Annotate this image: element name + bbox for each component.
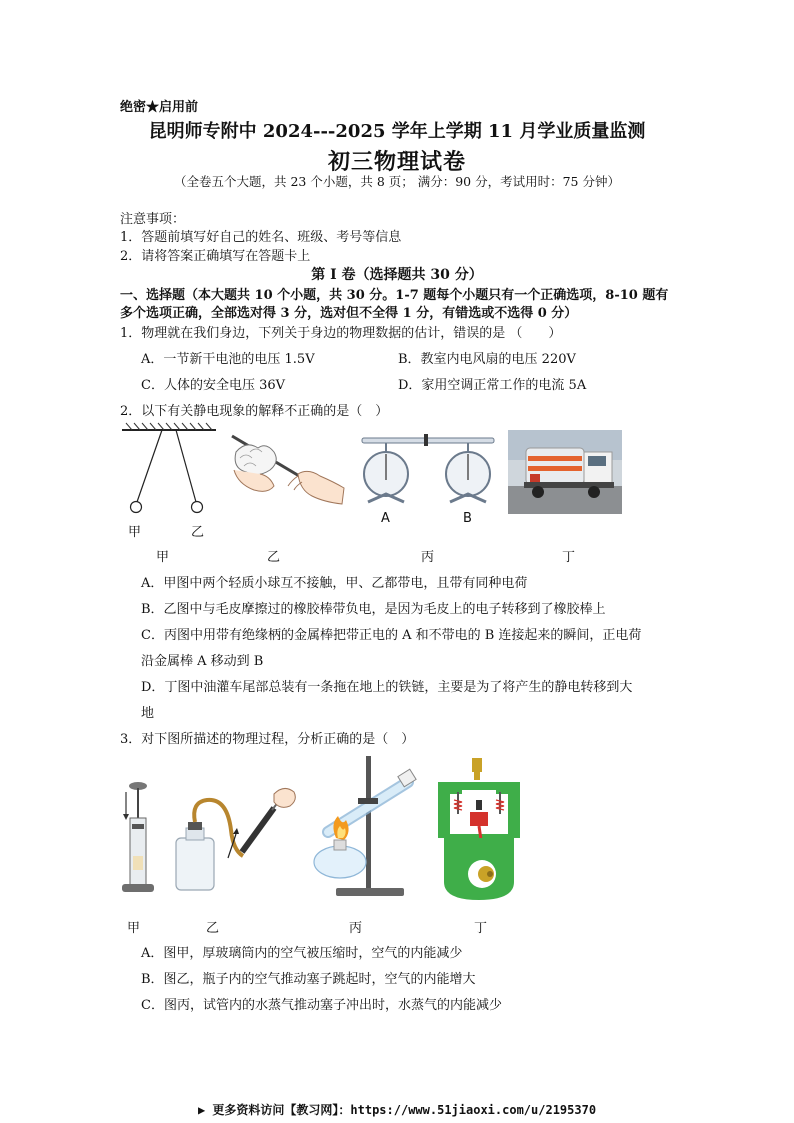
section-instructions: 一、选择题（本大题共 10 个小题，共 30 分。1-7 题每个小题只有一个正确选项，8-10 题有: [120, 288, 669, 303]
q3-fig-label-jia: 甲: [127, 921, 141, 936]
note-item: 2．请将答案正确填写在答题卡上: [120, 249, 311, 264]
fig-glass-cylinder: [118, 780, 158, 900]
q2-fig-label-bing: 丙: [421, 550, 435, 565]
fig-tanker-truck: [508, 430, 622, 514]
q1-option-b: B．教室内电风扇的电压 220V: [398, 352, 576, 367]
q3-fig-label-ding: 丁: [474, 921, 488, 936]
fig-engine-cylinder: [434, 756, 524, 902]
note-item: 1．答题前填写好自己的姓名、班级、考号等信息: [120, 230, 402, 245]
q2-option-c-cont: 沿金属棒 A 移动到 B: [141, 654, 264, 669]
q2-option-b: B．乙图中与毛皮摩擦过的橡胶棒带负电，是因为毛皮上的电子转移到了橡胶棒上: [141, 602, 606, 617]
q3-option-b: B．图乙，瓶子内的空气推动塞子跳起时，空气的内能增大: [141, 972, 476, 987]
q2-option-c: C．丙图中用带有绝缘柄的金属棒把带正电的 A 和不带电的 B 连接起来的瞬间，正电荷: [141, 628, 642, 643]
q3-option-a: A．图甲，厚玻璃筒内的空气被压缩时，空气的内能减少: [141, 946, 463, 961]
fig-rubbing-rod: [228, 430, 348, 510]
fig-test-tube-heating: [300, 752, 430, 902]
q2-fig-label-yi: 乙: [267, 550, 281, 565]
q2-option-a: A．甲图中两个轻质小球互不接触，甲、乙都带电，且带有同种电荷: [141, 576, 528, 591]
question-1-stem: 1．物理就在我们身边，下列关于身边的物理数据的估计，错误的是 （ ）: [120, 326, 562, 341]
q2-fig-label-ding: 丁: [562, 550, 576, 565]
fig-ball-label-yi: 乙: [191, 525, 205, 540]
q1-option-c: C．人体的安全电压 36V: [141, 378, 286, 393]
fig-ball-label-jia: 甲: [128, 525, 142, 540]
electroscope-label-b: B: [463, 511, 472, 526]
electroscope-label-a: A: [381, 511, 390, 526]
section-title: 第 I 卷（选择题共 30 分）: [311, 267, 483, 283]
q1-option-d: D．家用空调正常工作的电流 5A: [398, 378, 587, 393]
q3-fig-label-yi: 乙: [206, 921, 220, 936]
q1-option-a: A．一节新干电池的电压 1.5V: [141, 352, 315, 367]
fig-bottle-pump: [174, 786, 298, 898]
question-3-stem: 3．对下图所描述的物理过程，分析正确的是（ ）: [120, 732, 415, 747]
notes-heading: 注意事项：: [120, 212, 186, 227]
exam-info: （全卷五个大题，共 23 个小题，共 8 页； 满分：90 分，考试用时：75 分钟）: [174, 174, 620, 189]
question-2-stem: 2．以下有关静电现象的解释不正确的是（ ）: [120, 404, 389, 419]
exam-subject-title: 初三物理试卷: [327, 149, 466, 175]
q3-option-c: C．图丙，试管内的水蒸气推动塞子冲出时，水蒸气的内能减少: [141, 998, 502, 1013]
confidential-mark: 绝密★启用前: [120, 100, 199, 115]
exam-title: 昆明师专附中 2024---2025 学年上学期 11 月学业质量监测: [148, 121, 646, 142]
q2-option-d-cont: 地: [141, 706, 155, 721]
q3-fig-label-bing: 丙: [349, 921, 363, 936]
footer-link[interactable]: ▶ 更多资料访问【教习网】：https://www.51jiaoxi.com/u/2195370: [197, 1103, 597, 1117]
q2-fig-label-jia: 甲: [156, 550, 170, 565]
fig-electroscopes: [358, 430, 498, 528]
q2-option-d: D．丁图中油灌车尾部总装有一条拖在地上的铁链，主要是为了将产生的静电转移到大: [141, 680, 633, 695]
section-instructions: 多个选项正确，全部选对得 3 分，选对但不全得 1 分，有错选或不选得 0 分）: [120, 306, 578, 321]
